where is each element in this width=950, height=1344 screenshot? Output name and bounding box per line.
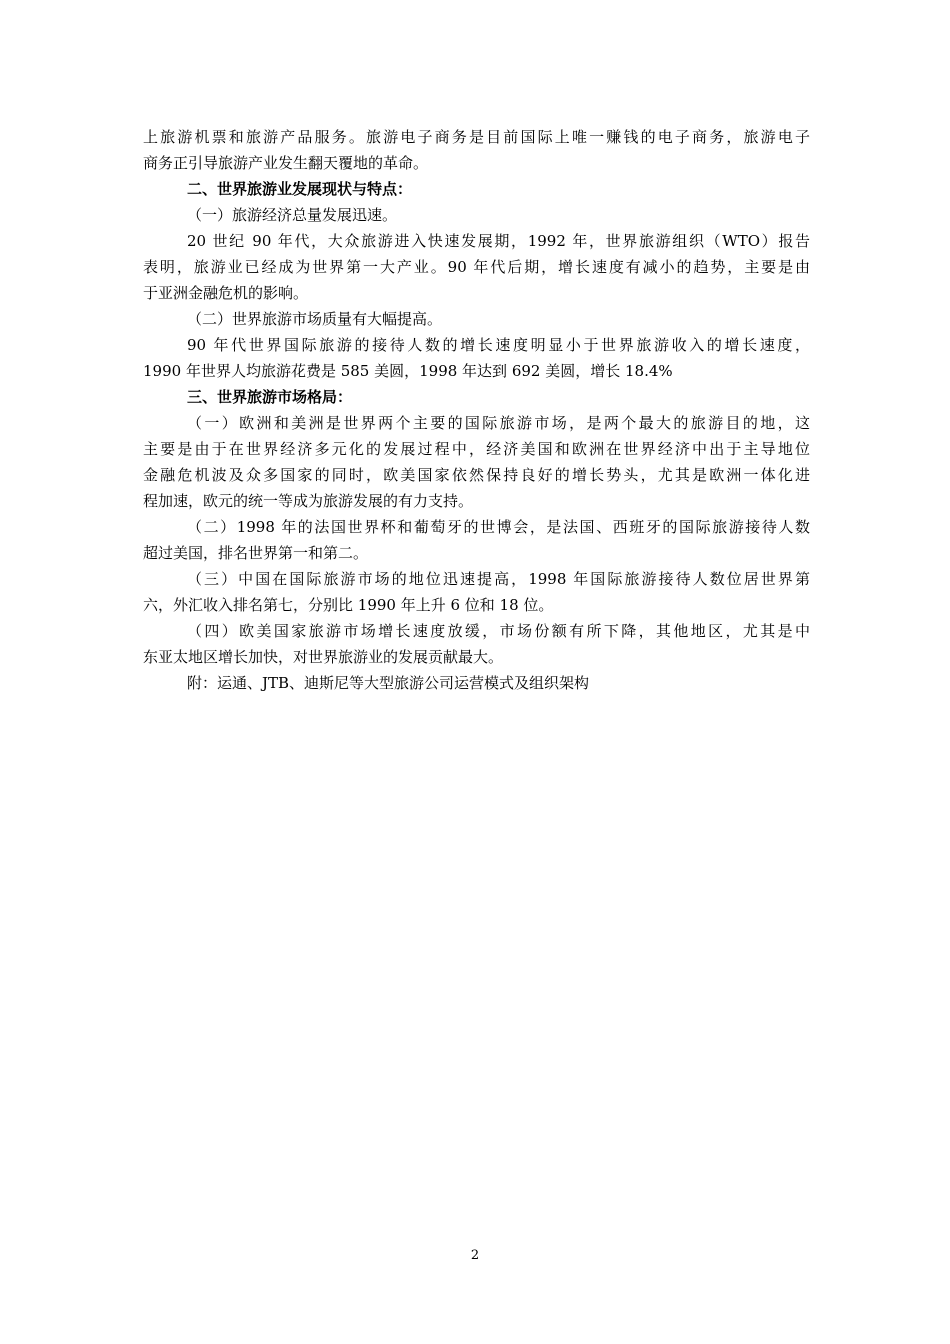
- paragraph-line: 商务正引导旅游产业发生翻天覆地的革命。: [143, 154, 429, 172]
- paragraph-line: （三）中国在国际旅游市场的地位迅速提高，1998 年国际旅游接待人数位居世界第: [187, 570, 810, 588]
- page-number: 2: [470, 1248, 480, 1263]
- subheading: （二）世界旅游市场质量有大幅提高。: [187, 310, 443, 328]
- paragraph-line: 东亚太地区增长加快，对世界旅游业的发展贡献最大。: [143, 648, 504, 666]
- paragraph-line: 90 年代世界国际旅游的接待人数的增长速度明显小于世界旅游收入的增长速度，: [187, 336, 810, 354]
- paragraph-line: 超过美国，排名世界第一和第二。: [143, 544, 369, 562]
- paragraph-line: 20 世纪 90 年代，大众旅游进入快速发展期，1992 年，世界旅游组织（WTO）报告: [187, 232, 810, 250]
- subheading: （一）旅游经济总量发展迅速。: [187, 206, 398, 224]
- paragraph-line: （二）1998 年的法国世界杯和葡萄牙的世博会，是法国、西班牙的国际旅游接待人数: [187, 518, 810, 536]
- paragraph-line: 金融危机波及众多国家的同时，欧美国家依然保持良好的增长势头，尤其是欧洲一体化进: [143, 466, 810, 484]
- paragraph-line: （一）欧洲和美洲是世界两个主要的国际旅游市场，是两个最大的旅游目的地，这: [187, 414, 810, 432]
- paragraph-line: 程加速，欧元的统一等成为旅游发展的有力支持。: [143, 492, 474, 510]
- section-heading: 三、世界旅游市场格局：: [187, 388, 353, 406]
- document-body: [143, 124, 810, 696]
- paragraph-line: 六，外汇收入排名第七，分别比 1990 年上升 6 位和 18 位。: [143, 596, 554, 614]
- paragraph-line: 1990 年世界人均旅游花费是 585 美圆，1998 年达到 692 美圆，增长 18.4%: [143, 362, 673, 380]
- paragraph-line: 于亚洲金融危机的影响。: [143, 284, 309, 302]
- appendix-note: 附：运通、JTB、迪斯尼等大型旅游公司运营模式及组织架构: [187, 674, 590, 692]
- paragraph-line: （四）欧美国家旅游市场增长速度放缓，市场份额有所下降，其他地区，尤其是中: [187, 622, 810, 640]
- section-heading: 二、世界旅游业发展现状与特点：: [187, 180, 413, 198]
- paragraph-line: 主要是由于在世界经济多元化的发展过程中，经济美国和欧洲在世界经济中出于主导地位: [143, 440, 810, 458]
- paragraph-line: 上旅游机票和旅游产品服务。旅游电子商务是目前国际上唯一赚钱的电子商务，旅游电子: [143, 128, 810, 146]
- paragraph-line: 表明，旅游业已经成为世界第一大产业。90 年代后期，增长速度有减小的趋势，主要是由: [143, 258, 810, 276]
